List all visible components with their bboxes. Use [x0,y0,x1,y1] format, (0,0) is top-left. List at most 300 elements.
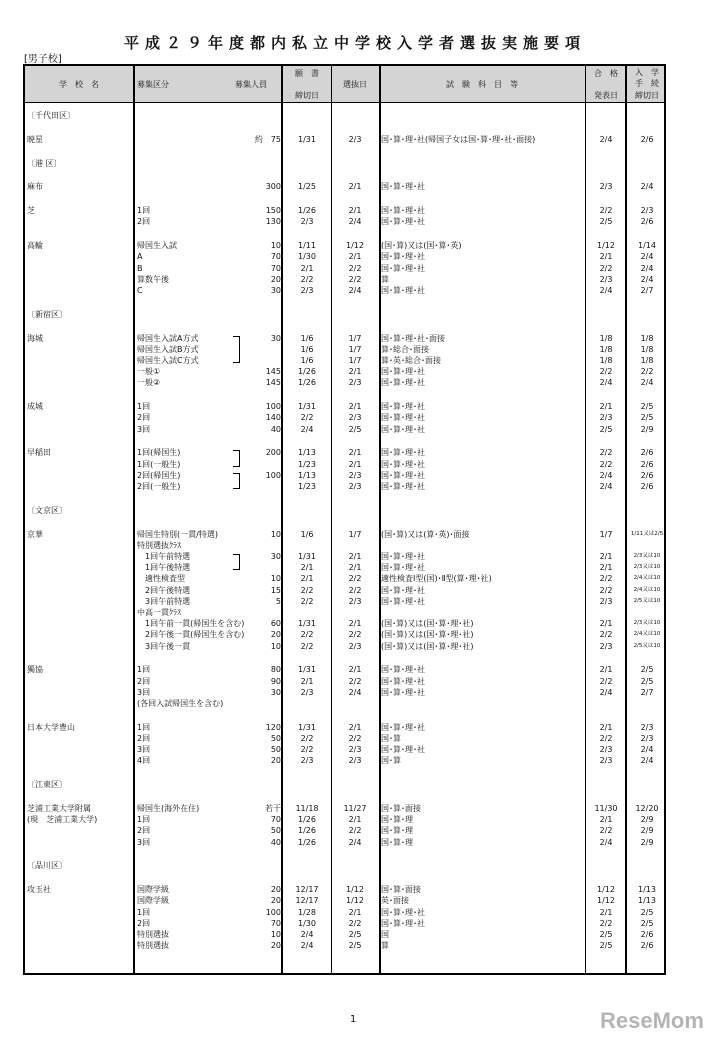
application-deadline: 1/26 [298,837,316,847]
application-deadline: 11/18 [295,804,319,813]
category: 3回午後一貫 [137,641,191,651]
result-date: 2/1 [599,815,613,825]
procedure-deadline: 2/6 [640,482,654,491]
ward-label: 〔品川区〕 [27,861,67,871]
section-label: [男子校] [24,54,62,65]
application-deadline: 1/30 [298,252,316,262]
spacer-row [25,320,664,332]
exam-subjects: 国･算･理･社 [381,918,425,928]
table-row [25,698,664,710]
category: 特別選抜ｸﾗｽ [137,540,181,550]
spacer-row [25,169,664,181]
category: 2回午後特選 [137,585,191,595]
exam-date: 2/3 [348,378,362,388]
procedure-deadline: 2/2 [640,367,654,377]
quota: 100 [265,402,281,412]
procedure-deadline: 2/3 [640,734,654,743]
quota: 145 [265,367,281,377]
exam-date: 1/7 [348,333,362,343]
result-date: 2/3 [599,596,613,606]
application-deadline: 1/13 [298,470,316,480]
table-row [25,895,664,907]
application-deadline: 2/3 [300,286,314,295]
result-date: 2/4 [599,378,613,388]
result-date: 2/3 [599,182,613,192]
spacer-row [25,652,664,664]
table-row [25,251,664,263]
result-date: 2/3 [599,756,613,766]
school-name: 早稲田 [27,448,51,458]
exam-subjects: 国･算･理･社 [381,745,425,755]
exam-subjects: 国･算･理･社 [381,687,425,697]
result-date: 2/1 [599,402,613,412]
quota: 60 [270,619,281,629]
exam-date: 2/3 [348,641,362,651]
result-date: 1/12 [597,896,615,906]
header-result-2: 発表日 [594,91,618,100]
exam-date: 2/3 [348,745,362,755]
exam-date: 2/3 [348,756,362,766]
table-row [25,596,664,608]
quota: 40 [270,424,281,434]
quota: 10 [270,574,281,584]
exam-date: 2/4 [348,286,362,295]
ward-label: 〔千代田区〕 [27,111,75,120]
header-exam-date: 選抜日 [343,80,367,89]
application-deadline: 1/26 [298,815,316,825]
procedure-deadline: 2/7 [640,687,654,697]
category: 特別選抜 [137,930,169,939]
quota: 130 [265,217,281,227]
exam-date: 2/1 [348,722,362,732]
exam-subjects: (国･算)又は(国･算･英) [381,241,462,251]
application-deadline: 1/31 [298,134,316,144]
table-row [25,344,664,356]
category: 2回午後一貫(帰国生を含む) [137,630,245,640]
category: 2回 [137,918,151,928]
quota: 70 [270,815,281,825]
procedure-deadline: 2/4 [640,378,654,388]
category: 1回午前特選 [137,552,191,561]
result-date: 2/4 [599,134,613,144]
procedure-deadline: 2/3 [640,722,654,732]
application-deadline: 2/2 [300,734,314,743]
procedure-deadline: 2/4 [640,182,654,192]
table-row [25,687,664,699]
header-deadline-2: 締切日 [295,91,319,100]
table-row [25,607,664,619]
exam-date: 2/4 [348,217,362,227]
category: 2回 [137,413,151,423]
exam-date: 2/2 [348,676,362,686]
exam-subjects: 国 [381,930,389,939]
procedure-deadline: 2/4 [640,263,654,273]
exam-date: 2/5 [348,941,362,951]
category: 1回 [137,402,151,412]
exam-date: 2/1 [348,367,362,377]
application-deadline: 1/31 [298,722,316,732]
exam-subjects: 国･算･理･社 [381,563,425,573]
exam-date: 2/1 [348,459,362,469]
category: 3回 [137,837,151,847]
category: 帰国生入試C方式 [137,356,199,365]
table-row [25,551,664,563]
result-date: 2/2 [599,206,613,216]
application-deadline: 2/3 [300,756,314,766]
quota: 10 [270,930,281,939]
school-name: 攻玉社 [27,885,51,895]
exam-subjects: 算･英･総合･面接 [381,356,441,365]
result-date: 1/8 [599,356,613,365]
result-date: 2/1 [599,552,613,561]
result-date: 2/4 [599,687,613,697]
exam-date: 2/1 [348,563,362,573]
ward-label: 〔文京区〕 [27,505,67,515]
table-row [25,929,664,941]
quota: 140 [265,413,281,423]
application-deadline: 1/31 [298,552,316,561]
category: 国際学級 [137,885,169,895]
ward-heading [25,158,664,170]
exam-subjects: 国･算･理･社 [381,402,425,412]
quota: 40 [270,837,281,847]
procedure-deadline: 12/20 [635,804,659,813]
result-date: 11/30 [594,804,618,813]
quota: 145 [265,378,281,388]
result-date: 2/1 [599,907,613,917]
application-deadline: 2/4 [300,930,314,939]
table-row [25,884,664,896]
group-bracket [233,481,240,489]
table-row [25,540,664,552]
quota: 50 [270,826,281,836]
table-row [25,940,664,952]
exam-date: 2/3 [348,482,362,491]
table-row [25,481,664,493]
table-row [25,585,664,597]
application-deadline: 1/31 [298,402,316,412]
category: 2回(帰国生) [137,470,181,480]
table-row [25,573,664,585]
header-category: 募集区分 [137,80,169,89]
table-row [25,134,664,146]
category: 帰国生入試 [137,241,177,251]
resemom-logo: ReseMom [600,1008,704,1033]
result-date: 2/2 [599,676,613,686]
table-row [25,240,664,252]
document-title: 平成２９年度都内私立中学校入学者選抜実施要項 [123,34,586,52]
category: B [137,263,143,273]
table-row [25,529,664,541]
exam-subjects: 国･算･理･社 [381,459,425,469]
procedure-deadline: 2/5又は10 [633,642,661,649]
table-row [25,424,664,436]
table-row [25,918,664,930]
category: 1回 [137,815,151,825]
school-name: 日本大学豊山 [27,722,75,732]
exam-subjects: 算 [381,941,389,951]
table-row [25,733,664,745]
procedure-deadline: 2/6 [640,930,654,939]
exam-date: 2/3 [348,596,362,606]
category: 2回 [137,826,151,836]
table-row [25,470,664,482]
category: 中高一貫ｸﾗｽ [137,608,181,617]
header-proc-2: 手 続 [635,79,659,88]
category: 4回 [137,756,151,766]
quota: 5 [275,596,281,606]
quota: 70 [270,263,281,273]
exam-subjects: 国･算･理･社 [381,252,425,262]
exam-date: 1/7 [348,529,362,539]
quota: 70 [270,918,281,928]
exam-subjects: (国･算)又は(国･算･理･社) [381,641,474,651]
procedure-deadline: 2/5 [640,907,654,917]
category: 1回(帰国生) [137,448,181,458]
spacer-row [25,872,664,884]
quota: 約 75 [254,134,281,144]
procedure-deadline: 2/4 [640,745,654,755]
procedure-deadline: 2/4又は10 [633,586,661,593]
school-name: 芝 [27,206,35,216]
exam-date: 2/1 [348,665,362,675]
category: 3回 [137,687,151,697]
application-deadline: 2/2 [300,630,314,640]
quota: 10 [270,241,281,251]
ward-heading [25,779,664,791]
result-date: 1/12 [597,885,615,895]
quota: 20 [270,630,281,640]
quota: 100 [265,470,281,480]
quota: 30 [270,286,281,295]
exam-subjects: 国･算･面接 [381,885,421,895]
category: 1回午前一貫(帰国生を含む) [137,619,245,629]
category: C [137,286,143,295]
spacer-row [25,848,664,860]
procedure-deadline: 2/4又は10 [633,631,661,638]
application-deadline: 2/1 [300,574,314,584]
quota: 30 [270,687,281,697]
exam-subjects: 算 [381,274,389,284]
procedure-deadline: 2/6 [640,217,654,227]
exam-date: 2/4 [348,687,362,697]
spacer-row [25,296,664,308]
quota: 300 [265,182,281,192]
exam-subjects: 国･算･理･社 [381,722,425,732]
exam-date: 2/1 [348,252,362,262]
school-name: 獨協 [27,665,43,675]
result-date: 2/2 [599,459,613,469]
spacer-row [25,435,664,447]
quota: 20 [270,941,281,951]
exam-subjects: (国･算)又は(国･算･理･社) [381,630,474,640]
exam-date: 1/12 [346,241,364,251]
spacer-row [25,492,664,504]
exam-subjects: 国･算･理･社 [381,182,425,192]
quota: 50 [270,745,281,755]
category: 3回 [137,745,151,755]
application-deadline: 2/4 [300,424,314,434]
school-name: (現 芝浦工業大学) [27,815,98,825]
exam-subjects: 国･算･理･社 [381,378,425,388]
application-deadline: 2/2 [300,274,314,284]
exam-date: 2/2 [348,826,362,836]
ward-label: 〔港 区〕 [27,158,62,168]
application-deadline: 1/6 [300,344,314,354]
procedure-deadline: 2/5 [640,402,654,412]
category: 1回(一般生) [137,459,181,469]
ward-label: 〔江東区〕 [27,780,67,790]
procedure-deadline: 2/3又は10 [633,620,661,627]
application-deadline: 1/13 [298,448,316,458]
group-bracket [233,459,240,467]
exam-date: 1/7 [348,356,362,365]
table-row [25,412,664,424]
exam-subjects: (国･算)又は(算･英)･面接 [381,529,470,539]
spacer-row [25,790,664,802]
ward-heading [25,860,664,872]
result-date: 2/3 [599,641,613,651]
result-date: 2/4 [599,482,613,491]
table-row [25,401,664,413]
result-date: 1/8 [599,333,613,343]
application-deadline: 2/2 [300,596,314,606]
table-row [25,837,664,849]
school-name: 高輪 [27,241,43,251]
application-deadline: 1/6 [300,356,314,365]
application-deadline: 1/26 [298,206,316,216]
application-deadline: 1/6 [300,529,314,539]
result-date: 2/2 [599,734,613,743]
table-row [25,722,664,734]
exam-date: 2/2 [348,918,362,928]
exam-subjects: 国･算･理･社 [381,596,425,606]
result-date: 2/4 [599,286,613,295]
exam-date: 2/2 [348,585,362,595]
exam-date: 2/5 [348,930,362,939]
application-deadline: 1/6 [300,333,314,343]
school-name: 海城 [27,333,43,343]
spacer-row [25,121,664,133]
exam-date: 2/1 [348,907,362,917]
exam-date: 2/3 [348,413,362,423]
application-deadline: 2/1 [300,263,314,273]
exam-date: 2/1 [348,619,362,629]
result-date: 2/5 [599,424,613,434]
procedure-deadline: 2/6 [640,448,654,458]
procedure-deadline: 2/6 [640,470,654,480]
quota: 10 [270,641,281,651]
procedure-deadline: 2/9 [640,815,654,825]
category: (各回入試帰国生を含む) [137,699,224,708]
quota: 10 [270,529,281,539]
result-date: 2/4 [599,470,613,480]
procedure-deadline: 2/4又は10 [633,575,661,582]
result-date: 2/2 [599,585,613,595]
application-deadline: 2/2 [300,585,314,595]
result-date: 2/2 [599,574,613,584]
exam-subjects: 国･算･理･社 [381,367,425,377]
result-date: 2/4 [599,837,613,847]
procedure-deadline: 2/5又は10 [633,597,661,604]
application-deadline: 1/31 [298,619,316,629]
exam-subjects: 国･算･理･社 [381,482,425,491]
exam-subjects: 国･算･理･社(帰国子女は国･算･理･社･面接) [381,134,536,144]
quota: 30 [270,333,281,343]
header-subjects: 試 験 科 目 等 [446,80,518,89]
result-date: 2/2 [599,918,613,928]
quota: 若干 [265,804,281,813]
table-row [25,755,664,767]
exam-date: 2/1 [348,402,362,412]
result-date: 2/5 [599,930,613,939]
exam-date: 2/1 [348,815,362,825]
application-deadline: 1/26 [298,826,316,836]
header-deadline: 願 書 [295,69,319,78]
header-result: 合 格 [594,69,618,78]
header-proc: 入 学 [635,68,659,77]
result-date: 2/1 [599,252,613,262]
result-date: 2/2 [599,367,613,377]
procedure-deadline: 1/11又は2/5 [630,530,664,537]
exam-subjects: 国･算･理･社 [381,413,425,423]
ward-heading [25,309,664,321]
procedure-deadline: 1/8 [640,333,654,343]
result-date: 2/2 [599,263,613,273]
procedure-deadline: 1/8 [640,356,654,365]
table-row [25,803,664,815]
table-row [25,333,664,345]
exam-date: 2/1 [348,448,362,458]
procedure-deadline: 2/9 [640,424,654,434]
exam-subjects: 国･算･理･社 [381,217,425,227]
category: 2回 [137,734,151,743]
table-row [25,274,664,286]
exam-date: 2/1 [348,182,362,192]
exam-subjects: 国･算･理･社 [381,907,425,917]
table-row [25,676,664,688]
exam-subjects: 国･算･理･社 [381,286,425,295]
application-deadline: 2/1 [300,676,314,686]
table-row [25,263,664,275]
exam-date: 2/1 [348,552,362,561]
application-deadline: 1/31 [298,665,316,675]
category: 1回 [137,722,151,732]
exam-date: 2/2 [348,274,362,284]
group-bracket [233,562,240,570]
application-deadline: 2/4 [300,941,314,951]
exam-subjects: 国･算･理 [381,837,413,847]
category: 算数午後 [137,274,169,284]
quota: 150 [265,206,281,216]
table-row [25,447,664,459]
category: 国際学級 [137,896,169,906]
spacer-row [25,145,664,157]
header-school: 学 校 名 [59,80,99,89]
category: 1回 [137,907,151,917]
header-proc-3: 締切日 [635,91,659,100]
exam-date: 2/2 [348,630,362,640]
category: 帰国生入試B方式 [137,344,199,354]
group-bracket [233,344,240,356]
application-deadline: 2/2 [300,413,314,423]
application-deadline: 1/23 [298,459,316,469]
table-row [25,664,664,676]
exam-subjects: 国･算･理･社･面接 [381,333,445,343]
exam-date: 2/4 [348,837,362,847]
application-deadline: 1/30 [298,918,316,928]
category: 一般② [137,378,161,388]
